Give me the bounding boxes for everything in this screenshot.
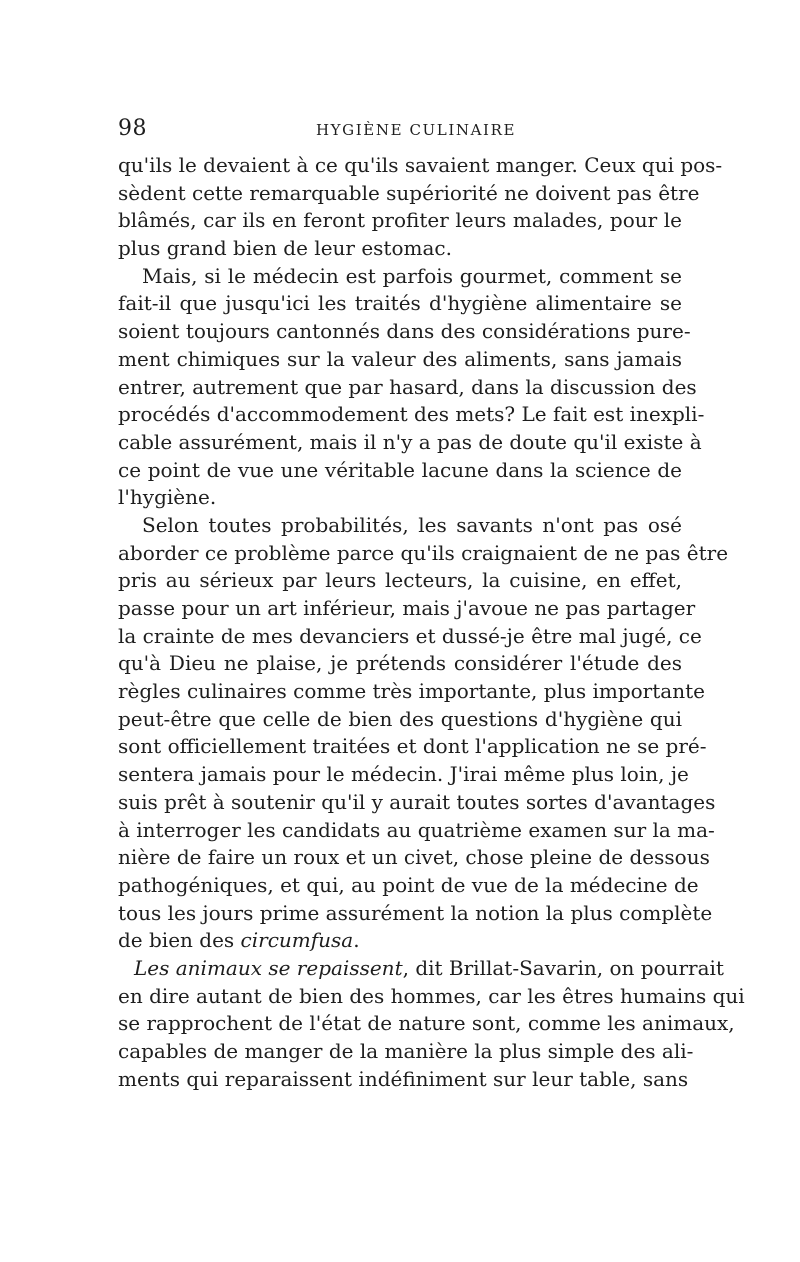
text-line: en dire autant de bien des hommes, car les êtres humains qui xyxy=(118,983,745,1008)
page-number: 98 xyxy=(118,116,147,141)
body-text xyxy=(118,152,745,1093)
text-line: se rapprochent de l'état de nature sont, comme les animaux, xyxy=(118,1011,735,1036)
text-line: la crainte de mes devanciers et dussé-je être mal jugé, ce xyxy=(118,623,702,648)
paragraph-first-line: Mais, si le médecin est parfois gourmet, comment se xyxy=(142,263,682,288)
text-line: sont officiellement traitées et dont l'application ne se pré- xyxy=(118,734,707,759)
text-line: blâmés, car ils en feront profiter leurs malades, pour le xyxy=(118,208,682,233)
text-line: suis prêt à soutenir qu'il y aurait toutes sortes d'avantages xyxy=(118,789,716,814)
text-line: pathogéniques, et qui, au point de vue de la médecine de xyxy=(118,872,699,897)
text-line: sèdent cette remarquable supériorité ne doivent pas être xyxy=(118,180,700,205)
text-line: peut-être que celle de bien des questions d'hygiène qui xyxy=(118,706,682,731)
text-line: qu'à Dieu ne plaise, je prétends considérer l'étude des xyxy=(118,651,682,676)
text-line: soient toujours cantonnés dans des considérations pure- xyxy=(118,319,691,344)
text-segment: . xyxy=(353,928,360,953)
text-line: à interroger les candidats au quatrième examen sur la ma- xyxy=(118,817,715,842)
page-header xyxy=(118,114,682,144)
italic-term: circumfusa xyxy=(240,928,354,953)
text-line xyxy=(118,927,682,955)
text-segment: , dit Brillat-Savarin, on pourrait xyxy=(402,955,724,980)
running-title: HYGIÈNE CULINAIRE xyxy=(316,121,517,139)
text-line: cable assurément, mais il n'y a pas de doute qu'il existe à xyxy=(118,429,702,454)
paragraph-first-line: Selon toutes probabilités, les savants n'ont pas osé xyxy=(142,512,682,537)
text-line: entrer, autrement que par hasard, dans la discussion des xyxy=(118,374,697,399)
text-line: passe pour un art inférieur, mais j'avoue ne pas partager xyxy=(118,596,696,620)
text-line: ce point de vue une véritable lacune dans la science de xyxy=(118,457,682,482)
paragraph-first-line xyxy=(118,955,724,983)
text-line: tous les jours prime assurément la notion la plus complète xyxy=(118,900,713,925)
text-line: ments qui reparaissent indéfiniment sur leur table, sans xyxy=(118,1066,689,1091)
text-segment: de bien des xyxy=(118,928,241,953)
text-line: pris au sérieux par leurs lecteurs, la cuisine, en effet, xyxy=(118,568,682,593)
text-line: aborder ce problème parce qu'ils craignaient de ne pas être xyxy=(118,540,729,565)
italic-quote: Les animaux se repaissent xyxy=(134,955,403,980)
text-line: qu'ils le devaient à ce qu'ils savaient manger. Ceux qui pos- xyxy=(118,153,723,177)
text-line: ment chimiques sur la valeur des aliments, sans jamais xyxy=(118,346,682,371)
text-line: l'hygiène. xyxy=(118,485,217,510)
text-line: procédés d'accommodement des mets? Le fait est inexpli- xyxy=(118,402,705,427)
text-line: nière de faire un roux et un civet, chose pleine de dessous xyxy=(118,845,710,870)
text-line: sentera jamais pour le médecin. J'irai même plus loin, je xyxy=(118,762,689,787)
text-line: règles culinaires comme très importante, plus importante xyxy=(118,679,705,704)
text-line: plus grand bien de leur estomac. xyxy=(118,236,452,261)
text-line: fait-il que jusqu'ici les traités d'hygiène alimentaire se xyxy=(118,291,682,316)
text-line: capables de manger de la manière la plus simple des ali- xyxy=(118,1039,694,1063)
